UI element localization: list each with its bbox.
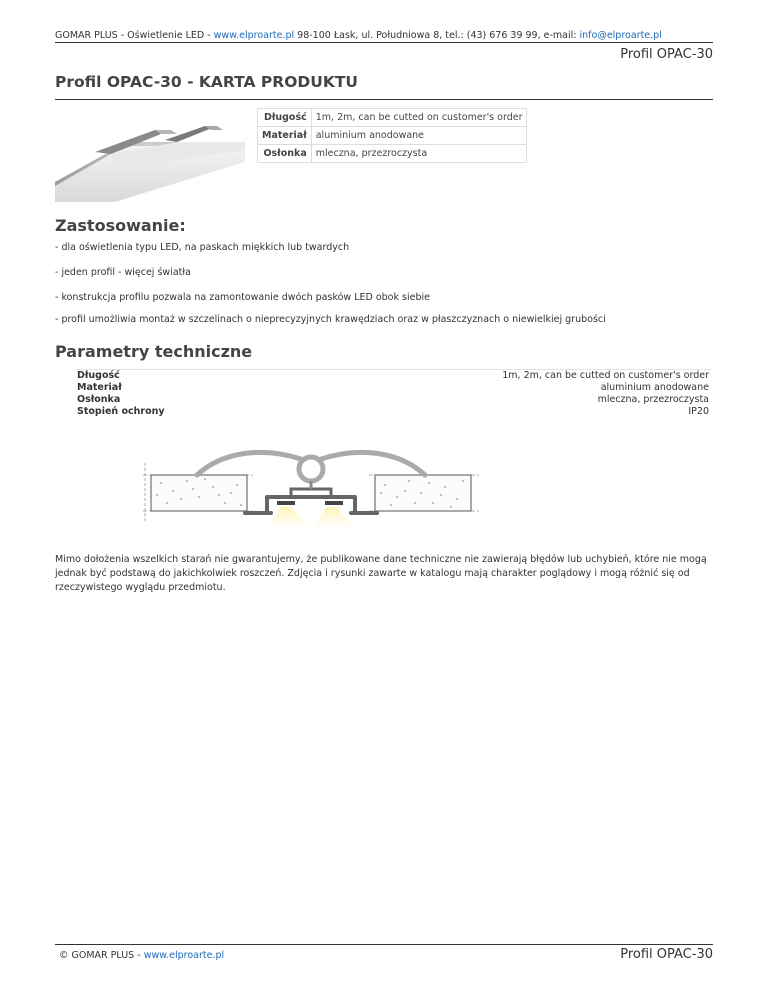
param-value: aluminium anodowane — [600, 382, 709, 393]
header-website-link[interactable]: www.elproarte.pl — [213, 30, 295, 41]
param-key: Materiał — [77, 382, 122, 393]
profile-cross-section-drawing — [143, 445, 479, 541]
technical-params-table — [77, 369, 713, 418]
spec-key: Materiał — [258, 127, 312, 145]
product-sheet — [55, 0, 713, 994]
header-contact-line — [55, 30, 713, 41]
application-item: - dla oświetlenia typu LED, na paskach miękkich lub twardych — [55, 242, 350, 253]
spec-row — [258, 145, 527, 163]
spec-value: aluminium anodowane — [311, 127, 527, 145]
param-value: IP20 — [688, 406, 709, 417]
spec-row — [258, 127, 527, 145]
spec-row — [258, 109, 527, 127]
header-company: GOMAR PLUS - Oświetlenie LED - — [55, 30, 214, 41]
footer-copyright-text: © GOMAR PLUS - — [59, 950, 144, 961]
param-row — [77, 406, 713, 418]
title-divider — [55, 99, 713, 100]
param-value: mleczna, przezroczysta — [597, 394, 709, 405]
param-key: Stopień ochrony — [77, 406, 165, 417]
param-row — [77, 370, 713, 382]
header-email-link[interactable]: info@elproarte.pl — [579, 30, 662, 41]
param-row — [77, 382, 713, 394]
applications-heading: Zastosowanie: — [55, 216, 186, 235]
spec-key: Osłonka — [258, 145, 312, 163]
spec-value: mleczna, przezroczysta — [311, 145, 527, 163]
technical-params-heading: Parametry techniczne — [55, 342, 253, 361]
param-key: Długość — [77, 370, 120, 381]
footer-copyright — [59, 950, 224, 961]
page-title: Profil OPAC-30 - KARTA PRODUKTU — [55, 73, 359, 91]
footer-divider — [55, 944, 713, 945]
disclaimer-text: Mimo dołożenia wszelkich starań nie gwarantujemy, że publikowane dane techniczne nie zawierają błędów lub uchybień, które nie mogą jednak być podstawą do jakichkolwiek roszczeń. Zdjęcia i rysunki zawarte w katalogu mają charakter poglądowy i mogą różnić się od rzeczywistego wyglądu przedmiotu. — [55, 554, 707, 593]
footer-product-name: Profil OPAC-30 — [620, 947, 713, 962]
application-item: - konstrukcja profilu pozwala na zamontowanie dwóch pasków LED obok siebie — [55, 292, 430, 303]
param-row — [77, 394, 713, 406]
param-key: Osłonka — [77, 394, 121, 405]
footer-website-link[interactable]: www.elproarte.pl — [143, 950, 225, 961]
application-item: - profil umożliwia montaż w szczelinach o nieprecyzyjnych krawędziach oraz w płaszczyznach o niewielkiej grubości — [55, 314, 606, 325]
spec-value: 1m, 2m, can be cutted on customer's order — [311, 109, 527, 127]
spec-key: Długość — [258, 109, 312, 127]
header-product-name: Profil OPAC-30 — [620, 47, 713, 62]
header-divider — [55, 42, 713, 43]
header-address: 98-100 Łask, ul. Południowa 8, tel.: (43) 676 39 99, e-mail: — [294, 30, 580, 41]
param-value: 1m, 2m, can be cutted on customer's order — [502, 370, 709, 381]
spec-table — [257, 108, 527, 163]
application-item: - jeden profil - więcej światła — [55, 267, 191, 278]
product-image — [55, 122, 245, 202]
